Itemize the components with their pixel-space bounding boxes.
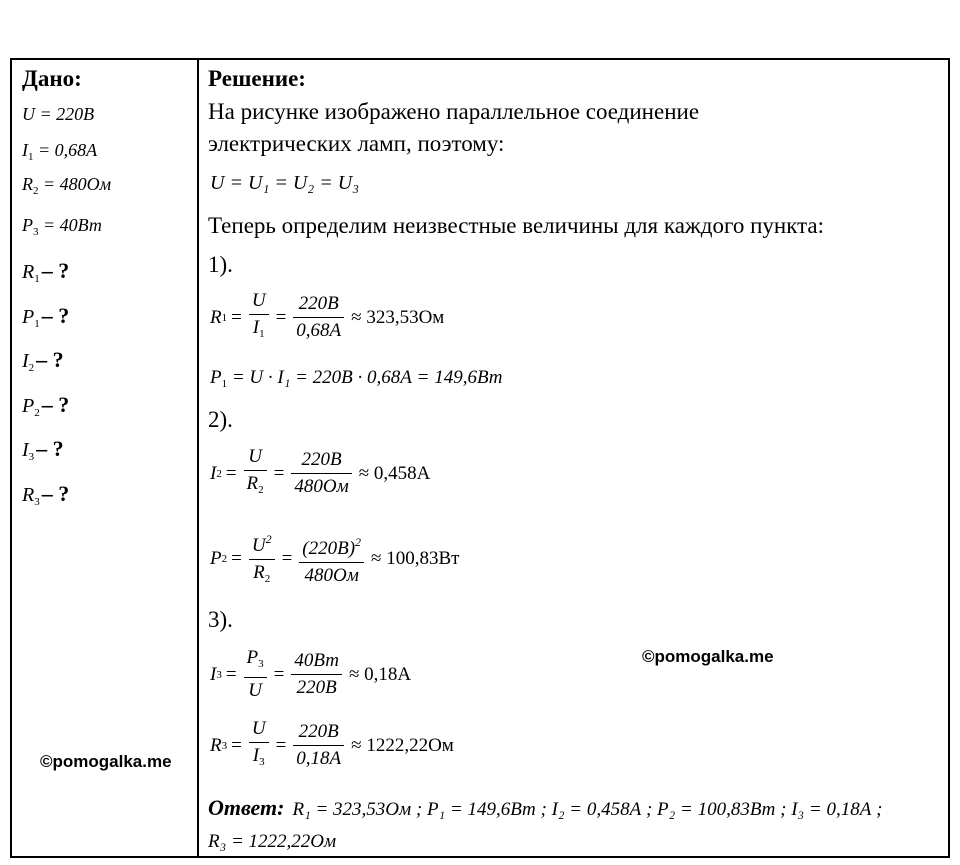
unknown-item: $I_2-$ ?: [22, 347, 64, 374]
step-2-label: 2).: [208, 407, 233, 432]
step-3-label: 3).: [208, 607, 233, 632]
answer-line-1: R₁ = 323,53Ом ; P₁ = 149,6Вт ; I₂ = 0,458А ; P₂ = 100,83Вт ; I₃ = 0,18А ;: [292, 799, 883, 820]
given-item: $I_1 = 0,68А$: [22, 140, 98, 163]
formula-p1: $P_1 = U \cdot I_1 = 220В \cdot 0,68А = 149,6Вт$: [210, 367, 503, 390]
watermark-left: ©pomogalka.me: [40, 752, 172, 771]
solution-title: Решение:: [208, 66, 306, 91]
voltage-equality: U = U₁ = U₂ = U₃: [210, 172, 360, 194]
given-item: $P_3 = 40Вт$: [22, 215, 102, 238]
formula-r1: R 1 = $\frac{U}{I_1}$ = $\frac{220В}{0,68А}$ ≈ 323,53Ом: [210, 290, 445, 341]
given-item: $R_2 = 480Ом$: [22, 174, 112, 197]
intro-line-1: На рисунке изображено параллельное соединение: [208, 99, 700, 124]
answer-label: Ответ:: [208, 795, 285, 820]
unknown-item: $R_1-$ ?: [22, 258, 70, 285]
formula-r3: R 3 = $\frac{U}{I_3}$ = $\frac{220В}{0,18А}$ ≈ 1222,22Ом: [210, 718, 454, 769]
solution-table: [10, 58, 950, 858]
given-item: U = 220В: [22, 104, 95, 124]
given-title: Дано:: [22, 66, 82, 91]
step-1-label: 1).: [208, 252, 233, 277]
unknown-item: $P_2-$ ?: [22, 392, 70, 419]
unknown-item: $I_3-$ ?: [22, 436, 64, 463]
answer-line-2: R₃ = 1222,22Ом: [208, 831, 337, 852]
next-step-text: Теперь определим неизвестные величины для каждого пункта:: [208, 213, 825, 238]
unknown-item: $R_3-$ ?: [22, 481, 70, 508]
watermark-right: ©pomogalka.me: [642, 647, 774, 666]
column-divider: [197, 60, 199, 856]
formula-i3: I 3 = $\frac{P_3}{U}$ = $\frac{40Вт}{220В}$ ≈ 0,18А: [210, 647, 412, 701]
formula-p2: P 2 = $\frac{U^2}{R_2}$ = $\frac{(220В)^2}{480Ом}$ ≈ 100,83Вт: [210, 526, 463, 592]
unknown-item: $P_1-$ ?: [22, 303, 70, 330]
intro-line-2: электрических ламп, поэтому:: [208, 131, 505, 156]
answer-block: [208, 792, 882, 858]
formula-i2: I 2 = $\frac{U}{R_2}$ = $\frac{220В}{480Ом}$ ≈ 0,458А: [210, 446, 431, 497]
